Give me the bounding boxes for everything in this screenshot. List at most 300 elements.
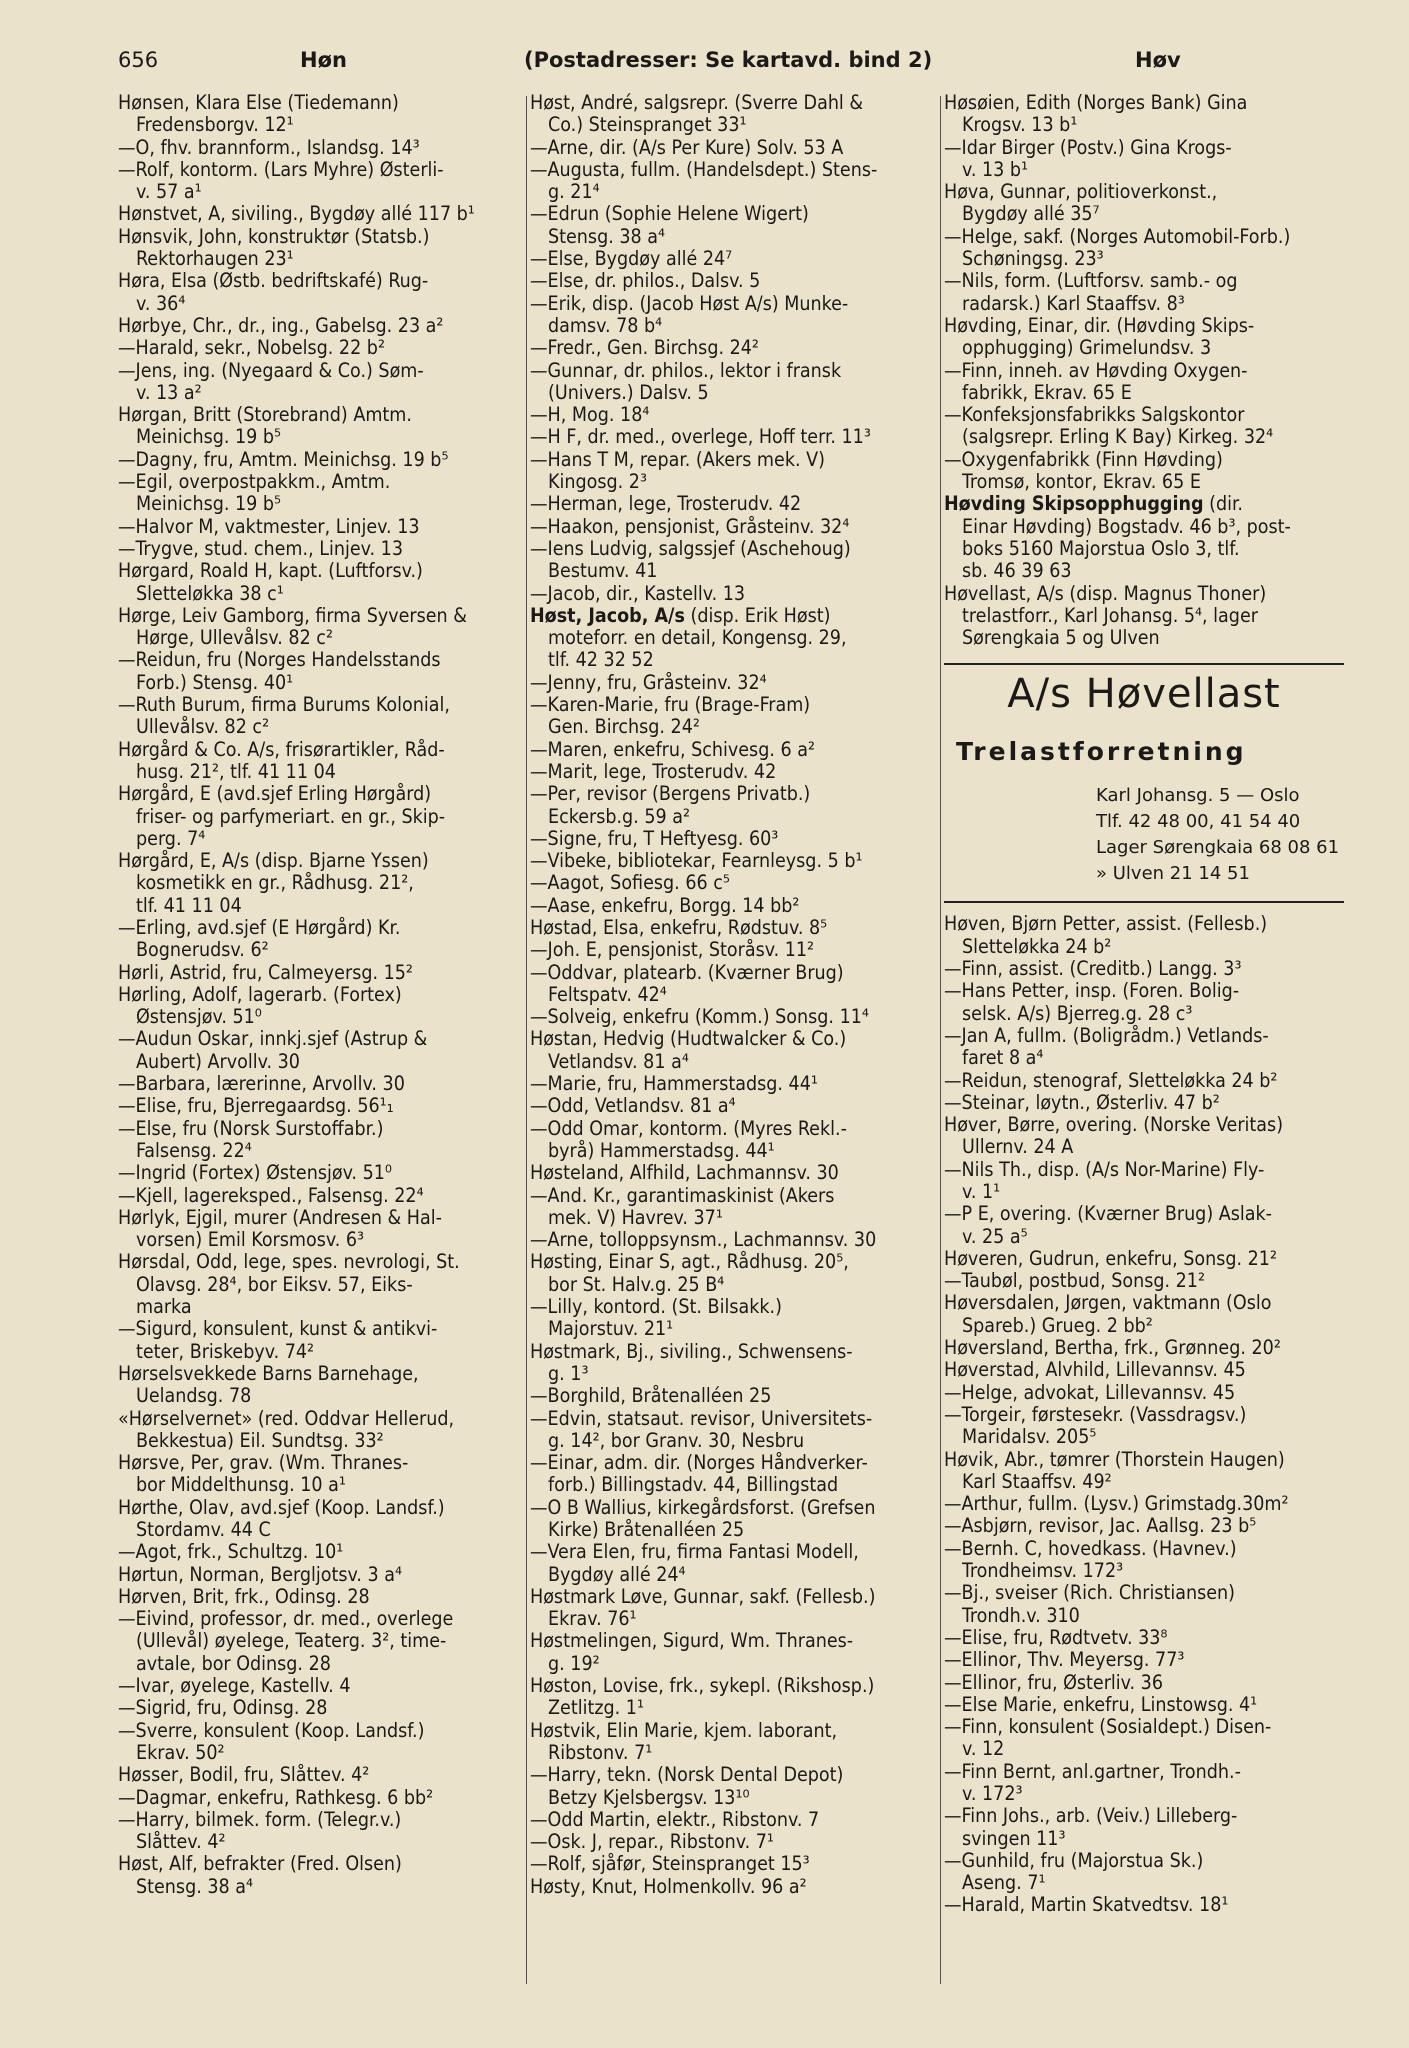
directory-entry <box>530 1630 938 1675</box>
entry-heading: —Aase, enkefru, Borgg. 14 bb² <box>530 893 800 917</box>
entry-continuation: tlf. 42 32 52 <box>548 648 654 672</box>
directory-entry <box>118 516 524 538</box>
header-right-word: Høv <box>1135 48 1181 72</box>
entry-heading: —Marit, lege, Trosterudv. 42 <box>530 759 777 783</box>
entry-heading: —Iens Ludvig, salgssjef (Aschehoug) <box>530 536 851 560</box>
directory-entry <box>944 1850 1344 1895</box>
directory-entry <box>944 958 1344 980</box>
directory-entry <box>118 1853 524 1898</box>
directory-entry <box>530 1385 938 1407</box>
directory-entry <box>530 672 938 694</box>
entry-heading: Høveren, Gudrun, enkefru, Sonsg. 21² <box>944 1246 1277 1270</box>
entry-heading: —Else Marie, enkefru, Linstowsg. 4¹ <box>944 1692 1258 1716</box>
entry-heading: —Konfeksjonsfabrikks Salgskontor <box>944 403 1245 427</box>
directory-entry <box>530 538 938 583</box>
directory-entry <box>530 270 938 292</box>
directory-entry <box>118 1185 524 1207</box>
entry-continuation: Feltspatv. 42⁴ <box>548 982 667 1006</box>
entry-heading: —Augusta, fullm. (Handelsdept.) Stens- <box>530 157 878 181</box>
entry-continuation: marka <box>136 1295 192 1319</box>
directory-entry <box>118 1720 524 1765</box>
entry-continuation: Slettеløkka 38 c¹ <box>136 581 284 605</box>
directory-entry <box>530 1296 938 1341</box>
entry-continuation: v. 57 a¹ <box>136 180 202 204</box>
entry-heading: —Ruth Burum, firma Burums Kolonial, <box>118 693 450 717</box>
directory-entry <box>118 962 524 984</box>
directory-entry <box>944 583 1344 650</box>
entry-heading: —Oxygenfabrikk (Finn Høvding) <box>944 447 1223 471</box>
directory-entry <box>118 1251 524 1318</box>
entry-heading: —Hans T M, repar. (Akers mek. V) <box>530 447 825 471</box>
entry-heading: —Audun Oskar, innkj.sjef (Astrup & <box>118 1027 428 1051</box>
entry-heading: —Egil, overpostpakkm., Amtm. <box>118 470 391 494</box>
entry-heading: —Odd, Vetlandsv. 81 a⁴ <box>530 1094 736 1118</box>
entry-continuation: Spareb.) Grueg. 2 bb² <box>962 1313 1153 1337</box>
entry-continuation: sb. 46 39 63 <box>962 559 1072 583</box>
column-1 <box>118 92 524 1992</box>
entry-heading: —Signe, fru, T Heftyesg. 60³ <box>530 826 779 850</box>
directory-entry <box>118 1095 524 1117</box>
ad-line: Lager Sørengkaia 68 08 61 <box>1096 837 1340 859</box>
entry-continuation: Uelandsg. 78 <box>136 1384 252 1408</box>
entry-continuation: Karl Staaffsv. 49² <box>962 1469 1112 1493</box>
entry-heading: —Odd Omar, kontorm. (Myres Rekl.- <box>530 1116 847 1140</box>
entry-heading: —H F, dr. med., overlege, Hoff terr. 11³ <box>530 425 871 449</box>
directory-entry <box>530 761 938 783</box>
entry-heading: —Rolf, sjåfør, Steinspranget 15³ <box>530 1852 810 1876</box>
entry-continuation: g. 14², bor Granv. 30, Nesbru <box>548 1428 805 1452</box>
column-2 <box>530 92 938 1992</box>
entry-heading: —Arne, dir. (A/s Per Kure) Solv. 53 A <box>530 135 844 159</box>
entry-heading: Hørtun, Norman, Bergljotsv. 3 a⁴ <box>118 1562 403 1586</box>
directory-entry <box>944 1025 1344 1070</box>
entry-continuation: Slåttev. 4² <box>136 1830 226 1854</box>
directory-entry <box>118 605 524 650</box>
entry-continuation: selsk. A/s) Bjerreg.g. 28 c³ <box>962 1001 1193 1025</box>
directory-entry <box>118 159 524 204</box>
entry-heading: —Reidun, stenograf, Slettеløkka 24 b² <box>944 1068 1278 1092</box>
directory-entry <box>118 203 524 225</box>
entry-heading: Høstad, Elsa, enkefru, Rødstuv. 8⁵ <box>530 915 828 939</box>
advertisement-box <box>944 663 1344 903</box>
entry-heading: —Eivind, professor, dr. med., overlege <box>118 1607 454 1631</box>
entry-heading: Hørling, Adolf, lagerarb. (Fortex) <box>118 982 402 1006</box>
directory-entry <box>530 92 938 137</box>
entry-continuation: Krogsv. 13 b¹ <box>962 113 1078 137</box>
entry-heading: —Haakon, pensjonist, Gråsteinv. 32⁴ <box>530 514 850 538</box>
entry-heading: —Vibeke, bibliotekar, Fearnleysg. 5 b¹ <box>530 849 863 873</box>
directory-entry <box>944 1203 1344 1248</box>
entry-continuation: Gen. Birchsg. 24² <box>548 715 700 739</box>
entry-continuation: kosmetikk en gr., Rådhusg. 21², <box>136 871 414 895</box>
directory-entry <box>530 360 938 405</box>
entry-continuation: byrå) Hammerstadsg. 44¹ <box>548 1138 775 1162</box>
entry-continuation: Falsensg. 22⁴ <box>136 1138 252 1162</box>
entry-continuation: Schøningsg. 23³ <box>962 247 1104 271</box>
column-divider <box>526 96 527 1984</box>
directory-entry <box>944 226 1344 271</box>
entry-heading: Høstmelingen, Sigurd, Wm. Thranes- <box>530 1629 854 1653</box>
entry-continuation: Eckersb.g. 59 a² <box>548 804 690 828</box>
directory-entry <box>118 739 524 784</box>
directory-entry <box>118 337 524 359</box>
entry-heading: —Harry, tekn. (Norsk Dental Depot) <box>530 1763 844 1787</box>
entry-heading: Høst, André, salgsrepr. (Sverre Dahl & <box>530 92 864 114</box>
directory-entry <box>530 404 938 426</box>
entry-heading: —Marie, fru, Hammerstadsg. 44¹ <box>530 1072 818 1096</box>
header-left-word: Høn <box>300 48 347 72</box>
entry-continuation: Stordamv. 44 C <box>136 1518 271 1541</box>
directory-entry <box>118 1809 524 1854</box>
directory-entry <box>118 1764 524 1786</box>
entry-heading: Hørbye, Chr., dr., ing., Gabelsg. 23 a² <box>118 313 444 337</box>
directory-entry <box>944 1404 1344 1449</box>
directory-entry <box>530 1764 938 1809</box>
entry-continuation: Co.) Steinspranget 33¹ <box>548 113 747 137</box>
directory-entry <box>530 1073 938 1095</box>
entry-heading: —Per, revisor (Bergens Privatb.) <box>530 782 811 806</box>
entry-continuation: moteforr. en detail, Kongensg. 29, <box>548 626 847 650</box>
entry-heading: Høsøien, Edith (Norges Bank) Gina <box>944 92 1248 114</box>
entry-continuation: avtale, bor Odinsg. 28 <box>136 1651 331 1675</box>
entry-heading: —Taubøl, postbud, Sonsg. 21² <box>944 1269 1205 1293</box>
entry-heading: Hønsen, Klara Else (Tiedemann) <box>118 92 399 114</box>
entry-heading: Hørgård, E (avd.sjef Erling Hørgård) <box>118 782 432 806</box>
entry-continuation: Tromsø, kontor, Ekrav. 65 E <box>962 470 1201 494</box>
entry-heading: —Aagot, Sofiesg. 66 c⁵ <box>530 871 730 895</box>
column-divider <box>940 96 941 1984</box>
entry-continuation: Ekrav. 50² <box>136 1740 225 1764</box>
entry-continuation: boks 5160 Majorstua Oslo 3, tlf. <box>962 536 1240 560</box>
directory-entry <box>530 1720 938 1765</box>
entry-continuation: (Ullevål) øyelege, Teaterg. 3², time- <box>136 1629 447 1653</box>
entry-heading: Høst, Jacob, A/s (disp. Erik Høst) <box>530 603 831 627</box>
entry-heading: Hørge, Leiv Gamborg, firma Syversen & <box>118 603 467 627</box>
directory-entry <box>118 1586 524 1608</box>
directory-entry <box>530 1229 938 1251</box>
entry-continuation: Kingosg. 2³ <box>548 470 647 494</box>
entry-heading: —Sverre, konsulent (Koop. Landsf.) <box>118 1718 425 1742</box>
directory-entry <box>530 1185 938 1230</box>
entry-heading: Høva, Gunnar, politioverkonst., <box>944 180 1218 204</box>
entry-heading: —Dagny, fru, Amtm. Meinichsg. 19 b⁵ <box>118 447 449 471</box>
directory-entry <box>530 1251 938 1296</box>
directory-entry <box>944 449 1344 494</box>
directory-entry <box>118 1497 524 1542</box>
entry-continuation: bor Middelthunsg. 10 a¹ <box>136 1473 346 1497</box>
directory-entry <box>944 1337 1344 1359</box>
page-number: 656 <box>118 48 159 72</box>
entry-continuation: Olavsg. 28⁴, bor Eiksv. 57, Eiks- <box>136 1272 413 1296</box>
directory-entry <box>944 92 1344 137</box>
entry-heading: —Helge, sakf. (Norges Automobil-Forb.) <box>944 224 1291 248</box>
entry-heading: —Barbara, lærerinne, Arvollv. 30 <box>118 1072 405 1096</box>
directory-entry <box>118 1787 524 1809</box>
entry-continuation: vorsen) Emil Korsmosv. 6³ <box>136 1228 365 1252</box>
column-3-entries-bottom <box>944 913 1344 1916</box>
entry-continuation: v. 36⁴ <box>136 291 186 315</box>
entry-continuation: Majorstuv. 21¹ <box>548 1317 674 1341</box>
entry-heading: Høvik, Abr., tømrer (Thorstein Haugen) <box>944 1447 1285 1471</box>
entry-heading: Høversland, Bertha, frk., Grønneg. 20² <box>944 1336 1281 1360</box>
directory-entry <box>118 315 524 337</box>
column-3-entries-top <box>944 92 1344 649</box>
entry-heading: —Elise, fru, Bjerregaardsg. 56¹₁ <box>118 1094 394 1118</box>
entry-continuation: Betzy Kjelsbergsv. 13¹⁰ <box>548 1785 750 1809</box>
entry-heading: —Solveig, enkefru (Komm.) Sonsg. 11⁴ <box>530 1005 869 1029</box>
entry-heading: —Harald, sekr., Nobelsg. 22 b² <box>118 336 385 360</box>
entry-heading: —Torgeir, førstesekr. (Vassdragsv.) <box>944 1402 1247 1426</box>
entry-continuation: damsv. 78 b⁴ <box>548 313 663 337</box>
entry-heading: —Finn, konsulent (Sosialdept.) Disen- <box>944 1715 1272 1739</box>
entry-continuation: Hørge, Ullevålsv. 82 c² <box>136 626 333 650</box>
entry-heading: —Karen-Marie, fru (Brage-Fram) <box>530 693 811 717</box>
directory-entry <box>118 1675 524 1697</box>
entry-heading: Høver, Børre, overing. (Norske Veritas) <box>944 1113 1284 1137</box>
entry-heading: —Edvin, statsaut. revisor, Universitets- <box>530 1406 873 1430</box>
directory-entry <box>944 1493 1344 1515</box>
entry-heading: Hønstvet, A, siviling., Bygdøy allé 117 b¹ <box>118 202 475 226</box>
entry-heading: Høvding Skipsopphugging (dir. <box>944 492 1243 516</box>
entry-heading: Hørgård & Co. A/s, frisørartikler, Råd- <box>118 737 445 761</box>
directory-entry <box>118 92 524 137</box>
entry-heading: Høsser, Bodil, fru, Slåttev. 4² <box>118 1763 370 1787</box>
entry-heading: —Trygve, stud. chem., Linjev. 13 <box>118 536 403 560</box>
entry-heading: —P E, overing. (Kværner Brug) Aslak- <box>944 1202 1272 1226</box>
directory-entry <box>944 1761 1344 1806</box>
entry-continuation: Ribstonv. 7¹ <box>548 1740 653 1764</box>
entry-heading: —Herman, lege, Trosterudv. 42 <box>530 492 802 516</box>
entry-continuation: perg. 7⁴ <box>136 826 206 850</box>
entry-continuation: g. 19² <box>548 1651 600 1675</box>
entry-continuation: Stensg. 38 a⁴ <box>136 1874 254 1898</box>
entry-heading: —Else, fru (Norsk Surstoffabr.) <box>118 1116 384 1140</box>
directory-entry <box>530 248 938 270</box>
entry-continuation: Vetlandsv. 81 a⁴ <box>548 1049 689 1073</box>
entry-heading: Hørgård, E, A/s (disp. Bjarne Yssen) <box>118 849 429 873</box>
entry-heading: —Else, dr. philos., Dalsv. 5 <box>530 269 761 293</box>
directory-entry <box>530 872 938 894</box>
entry-heading: —Finn Johs., arb. (Veiv.) Lilleberg- <box>944 1804 1238 1828</box>
entry-heading: —Bernh. C, hovedkass. (Havnev.) <box>944 1536 1237 1560</box>
directory-entry <box>530 1541 938 1586</box>
entry-continuation: (Univers.) Dalsv. 5 <box>548 380 709 404</box>
directory-entry <box>530 137 938 159</box>
entry-continuation: teter, Briskebyv. 74² <box>136 1339 315 1363</box>
directory-entry <box>118 1608 524 1675</box>
directory-entry <box>118 1452 524 1497</box>
entry-heading: Hønsvik, John, konstruktør (Statsb.) <box>118 224 430 248</box>
entry-heading: Hørthe, Olav, avd.sjef (Koop. Landsf.) <box>118 1495 445 1519</box>
directory-entry <box>530 293 938 338</box>
entry-continuation: v. 25 a⁵ <box>962 1224 1028 1248</box>
directory-entry <box>530 1586 938 1631</box>
directory-entry <box>530 1497 938 1542</box>
entry-continuation: radarsk.) Karl Staaffsv. 8³ <box>962 291 1185 315</box>
entry-heading: —O, fhv. brannform., Islandsg. 14³ <box>118 135 420 159</box>
entry-continuation: Slettеløkka 24 b² <box>962 934 1112 958</box>
entry-heading: —Arthur, fullm. (Lysv.) Grimstadg.30m² <box>944 1492 1289 1516</box>
directory-entry <box>530 1831 938 1853</box>
directory-entry <box>944 1515 1344 1537</box>
directory-entry <box>118 1162 524 1184</box>
directory-entry <box>118 226 524 271</box>
directory-entry <box>118 360 524 405</box>
entry-continuation: Bognerudsv. 6² <box>136 938 269 962</box>
entry-heading: —Idar Birger (Postv.) Gina Krogs- <box>944 135 1232 159</box>
entry-heading: —And. Kr., garantimaskinist (Akers <box>530 1183 835 1207</box>
entry-continuation: bor St. Halv.g. 25 B⁴ <box>548 1272 725 1296</box>
directory-entry <box>118 538 524 560</box>
directory-entry <box>530 694 938 739</box>
entry-continuation: Trondheimsv. 172³ <box>962 1559 1124 1583</box>
entry-heading: Høvding, Einar, dir. (Høvding Skips- <box>944 313 1255 337</box>
entry-continuation: svingen 11³ <box>962 1826 1066 1850</box>
directory-entry <box>944 270 1344 315</box>
directory-entry <box>118 917 524 962</box>
directory-entry <box>944 980 1344 1025</box>
entry-continuation: Forb.) Stensg. 40¹ <box>136 670 294 694</box>
directory-entry <box>118 560 524 605</box>
entry-heading: —Osk. J, repar., Ribstonv. 7¹ <box>530 1830 774 1854</box>
directory-entry <box>118 850 524 917</box>
entry-heading: —Steinar, løytn., Østerliv. 47 b² <box>944 1090 1220 1114</box>
directory-entry <box>118 1207 524 1252</box>
directory-entry <box>944 1159 1344 1204</box>
entry-heading: —Ellinor, Thv. Meyersg. 77³ <box>944 1648 1185 1672</box>
directory-entry <box>944 137 1344 182</box>
entry-continuation: Ullevålsv. 82 c² <box>136 715 270 739</box>
directory-entry <box>530 1853 938 1875</box>
directory-entry <box>118 1028 524 1073</box>
entry-heading: —Hans Petter, insp. (Foren. Bolig- <box>944 979 1240 1003</box>
directory-entry <box>530 739 938 761</box>
entry-continuation: Meinichsg. 19 b⁵ <box>136 492 282 516</box>
directory-entry <box>530 1341 938 1386</box>
directory-entry <box>944 181 1344 226</box>
directory-entry <box>530 426 938 448</box>
header-center: (Postadresser: Se kartavd. bind 2) <box>524 48 933 72</box>
entry-continuation: Stensg. 38 a⁴ <box>548 224 666 248</box>
entry-heading: Høstmark, Bj., siviling., Schwensens- <box>530 1339 853 1363</box>
directory-entry <box>118 1541 524 1563</box>
entry-heading: Høversdalen, Jørgen, vaktmann (Oslo <box>944 1291 1272 1315</box>
directory-entry <box>118 471 524 516</box>
directory-entry <box>530 1028 938 1073</box>
entry-heading: —Finn Bernt, anl.gartner, Trondh.- <box>944 1759 1241 1783</box>
directory-entry <box>944 913 1344 958</box>
entry-heading: —Else, Bygdøy allé 24⁷ <box>530 247 733 271</box>
directory-entry <box>530 1452 938 1497</box>
directory-entry <box>530 783 938 828</box>
directory-entry <box>530 1162 938 1184</box>
entry-heading: —Gunhild, fru (Majorstua Sk.) <box>944 1848 1204 1872</box>
directory-entry <box>530 1118 938 1163</box>
entry-heading: —Helge, advokat, Lillevannsv. 45 <box>944 1380 1236 1404</box>
directory-entry <box>530 159 938 204</box>
entry-heading: —Sigurd, konsulent, kunst & antikvi- <box>118 1317 438 1341</box>
entry-heading: —Reidun, fru (Norges Handelsstands <box>118 648 441 672</box>
entry-heading: —Finn, inneh. av Høvding Oxygen- <box>944 358 1248 382</box>
directory-entry <box>944 1270 1344 1292</box>
entry-heading: —H, Mog. 18⁴ <box>530 403 650 427</box>
entry-heading: —Sigrid, fru, Odinsg. 28 <box>118 1696 328 1720</box>
entry-heading: —Rolf, kontorm. (Lars Myhre) Østerli- <box>118 157 444 181</box>
directory-entry <box>944 1114 1344 1159</box>
entry-heading: Hørsve, Per, grav. (Wm. Thranes- <box>118 1451 409 1475</box>
entry-heading: —Nils, form. (Luftforsv. samb.- og <box>944 269 1238 293</box>
entry-continuation: v. 13 a² <box>136 380 202 404</box>
directory-entry <box>530 493 938 515</box>
entry-heading: Høven, Bjørn Petter, assist. (Fellesb.) <box>944 912 1268 936</box>
entry-heading: —Finn, assist. (Creditb.) Langg. 3³ <box>944 957 1242 981</box>
entry-continuation: Aubert) Arvollv. 30 <box>136 1049 300 1073</box>
entry-continuation: Einar Høvding) Bogstadv. 46 b³, post- <box>962 514 1291 538</box>
directory-entry <box>944 1627 1344 1649</box>
entry-heading: —Ellinor, fru, Østerliv. 36 <box>944 1670 1163 1694</box>
entry-heading: —O B Wallius, kirkegårdsforst. (Grefsen <box>530 1495 876 1519</box>
ad-subtitle: Trelastforretning <box>956 737 1247 767</box>
directory-entry <box>530 449 938 494</box>
entry-heading: —Asbjørn, revisor, Jac. Aallsg. 23 b⁵ <box>944 1514 1257 1538</box>
entry-heading: —Edrun (Sophie Helene Wigert) <box>530 202 809 226</box>
entry-heading: —Jens, ing. (Nyegaard & Co.) Søm- <box>118 358 424 382</box>
directory-entry <box>944 1894 1344 1916</box>
directory-entry <box>118 270 524 315</box>
entry-continuation: Trondh.v. 310 <box>962 1603 1080 1627</box>
entry-continuation: trelastforr., Karl Johansg. 5⁴, lager <box>962 603 1258 627</box>
directory-entry <box>530 917 938 939</box>
directory-entry <box>118 404 524 449</box>
directory-entry <box>944 1672 1344 1694</box>
entry-continuation: Bestumv. 41 <box>548 559 658 583</box>
directory-entry <box>944 493 1344 582</box>
entry-heading: Høverstad, Alvhild, Lillevannsv. 45 <box>944 1358 1246 1382</box>
entry-heading: —Elise, fru, Rødtvetv. 33⁸ <box>944 1625 1168 1649</box>
directory-entry <box>944 1449 1344 1494</box>
entry-continuation: husg. 21², tlf. 41 11 04 <box>136 759 336 783</box>
entry-heading: Høst, Alf, befrakter (Fred. Olsen) <box>118 1852 402 1876</box>
directory-entry <box>530 828 938 850</box>
directory-entry <box>118 1564 524 1586</box>
directory-entry <box>944 360 1344 405</box>
entry-heading: Høstvik, Elin Marie, kjem. laborant, <box>530 1718 838 1742</box>
directory-entry <box>944 1382 1344 1404</box>
ad-line: Karl Johansg. 5 — Oslo <box>1096 785 1300 807</box>
entry-heading: —Kjell, lagereksped., Falsensg. 22⁴ <box>118 1183 424 1207</box>
directory-entry <box>118 694 524 739</box>
entry-continuation: g. 1³ <box>548 1361 589 1385</box>
entry-continuation: Meinichsg. 19 b⁵ <box>136 425 282 449</box>
entry-heading: —Ivar, øyelege, Kastellv. 4 <box>118 1674 351 1698</box>
directory-entry <box>530 895 938 917</box>
directory-entry <box>944 1292 1344 1337</box>
directory-entry <box>118 1363 524 1408</box>
directory-entry <box>530 1876 938 1898</box>
directory-entry <box>530 962 938 1007</box>
page-header <box>118 48 1342 80</box>
directory-entry <box>530 850 938 872</box>
entry-heading: —Maren, enkefru, Schivesg. 6 a² <box>530 737 815 761</box>
entry-continuation: friser- og parfymeriart. en gr., Skip- <box>136 804 446 828</box>
entry-continuation: Kirke) Bråtenalléen 25 <box>548 1518 745 1541</box>
entry-heading: Hørsdal, Odd, lege, spes. nevrologi, St. <box>118 1250 460 1274</box>
directory-entry <box>530 939 938 961</box>
entry-continuation: Ekrav. 76¹ <box>548 1607 637 1631</box>
entry-continuation: Rektorhaugen 23¹ <box>136 247 294 271</box>
directory-entry <box>944 1359 1344 1381</box>
entry-heading: Hørgard, Roald H, kapt. (Luftforsv.) <box>118 559 423 583</box>
